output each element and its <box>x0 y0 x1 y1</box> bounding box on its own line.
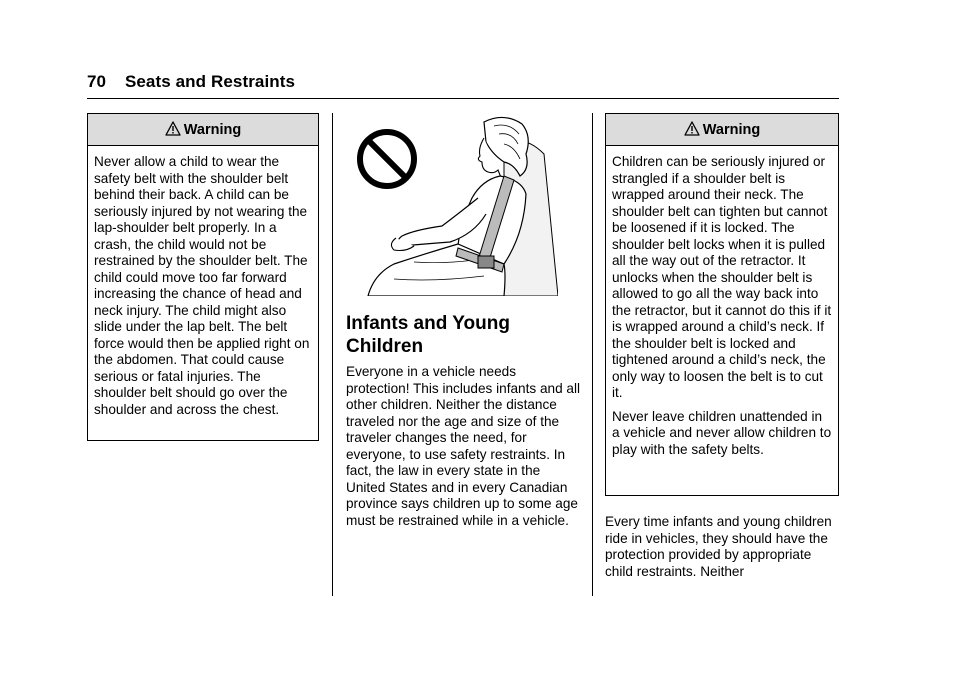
right-paragraph: Every time infants and young children ride in vehicles, they should have the protection provided by appropriate child restraints. Neither <box>605 514 832 579</box>
warning-box-right <box>605 113 839 496</box>
warning-text-right-2: Never leave children unattended in a vehicle and never allow children to play with the safety belts. <box>612 408 832 457</box>
page-number: 70 <box>87 72 107 91</box>
prohibited-icon <box>360 132 414 186</box>
middle-paragraph: Everyone in a vehicle needs protection! This includes infants and all other children. Neither the distance traveled nor the age and size of the traveler changes the need, for everyone, to use safety restraints. In fact, the law in every state in the United States and in every Canadian province says children up to some age must be restrained while in a vehicle. <box>346 364 581 528</box>
warning-text-left: Never allow a child to wear the safety belt with the shoulder belt behind their back. A child can be seriously injured by not wearing the lap-shoulder belt properly. In a crash, the child would not be restrained by the shoulder belt. The child could move too far forward increasing the chance of head and neck injury. The child might also slide under the lap belt. The belt force would then be applied right on the abdomen. That could cause serious or fatal injuries. The shoulder belt should go over the shoulder and across the chest. <box>94 154 310 417</box>
warning-body-left <box>88 146 318 426</box>
warning-title-right: Warning <box>702 121 761 138</box>
warning-header-right <box>606 114 838 146</box>
child-seatbelt-illustration <box>354 114 558 296</box>
warning-box-left <box>87 113 319 441</box>
warning-header-left <box>88 114 318 146</box>
warning-title-left: Warning <box>183 121 242 138</box>
page-header <box>87 72 295 92</box>
warning-body-right <box>606 146 838 466</box>
warning-triangle-icon <box>684 121 700 136</box>
column-divider-left <box>332 113 333 596</box>
column-divider-right <box>592 113 593 596</box>
section-heading: Infants and Young Children <box>346 313 510 357</box>
header-rule <box>87 98 839 99</box>
section-title-header: Seats and Restraints <box>124 72 296 91</box>
warning-triangle-icon <box>165 121 181 136</box>
warning-text-right-1: Children can be seriously injured or strangled if a shoulder belt is wrapped around their neck. The shoulder belt can tighten but cannot be loosened if it is locked. The shoulder belt locks when it is pulled all the way out of the retractor. It unlocks when the shoulder belt is allowed to go all the way back into the retractor, but it cannot do this if it is wrapped around a child’s neck. If the shoulder belt is locked and tightened around a child’s neck, the only way to loosen the belt is to cut it. <box>612 154 832 400</box>
